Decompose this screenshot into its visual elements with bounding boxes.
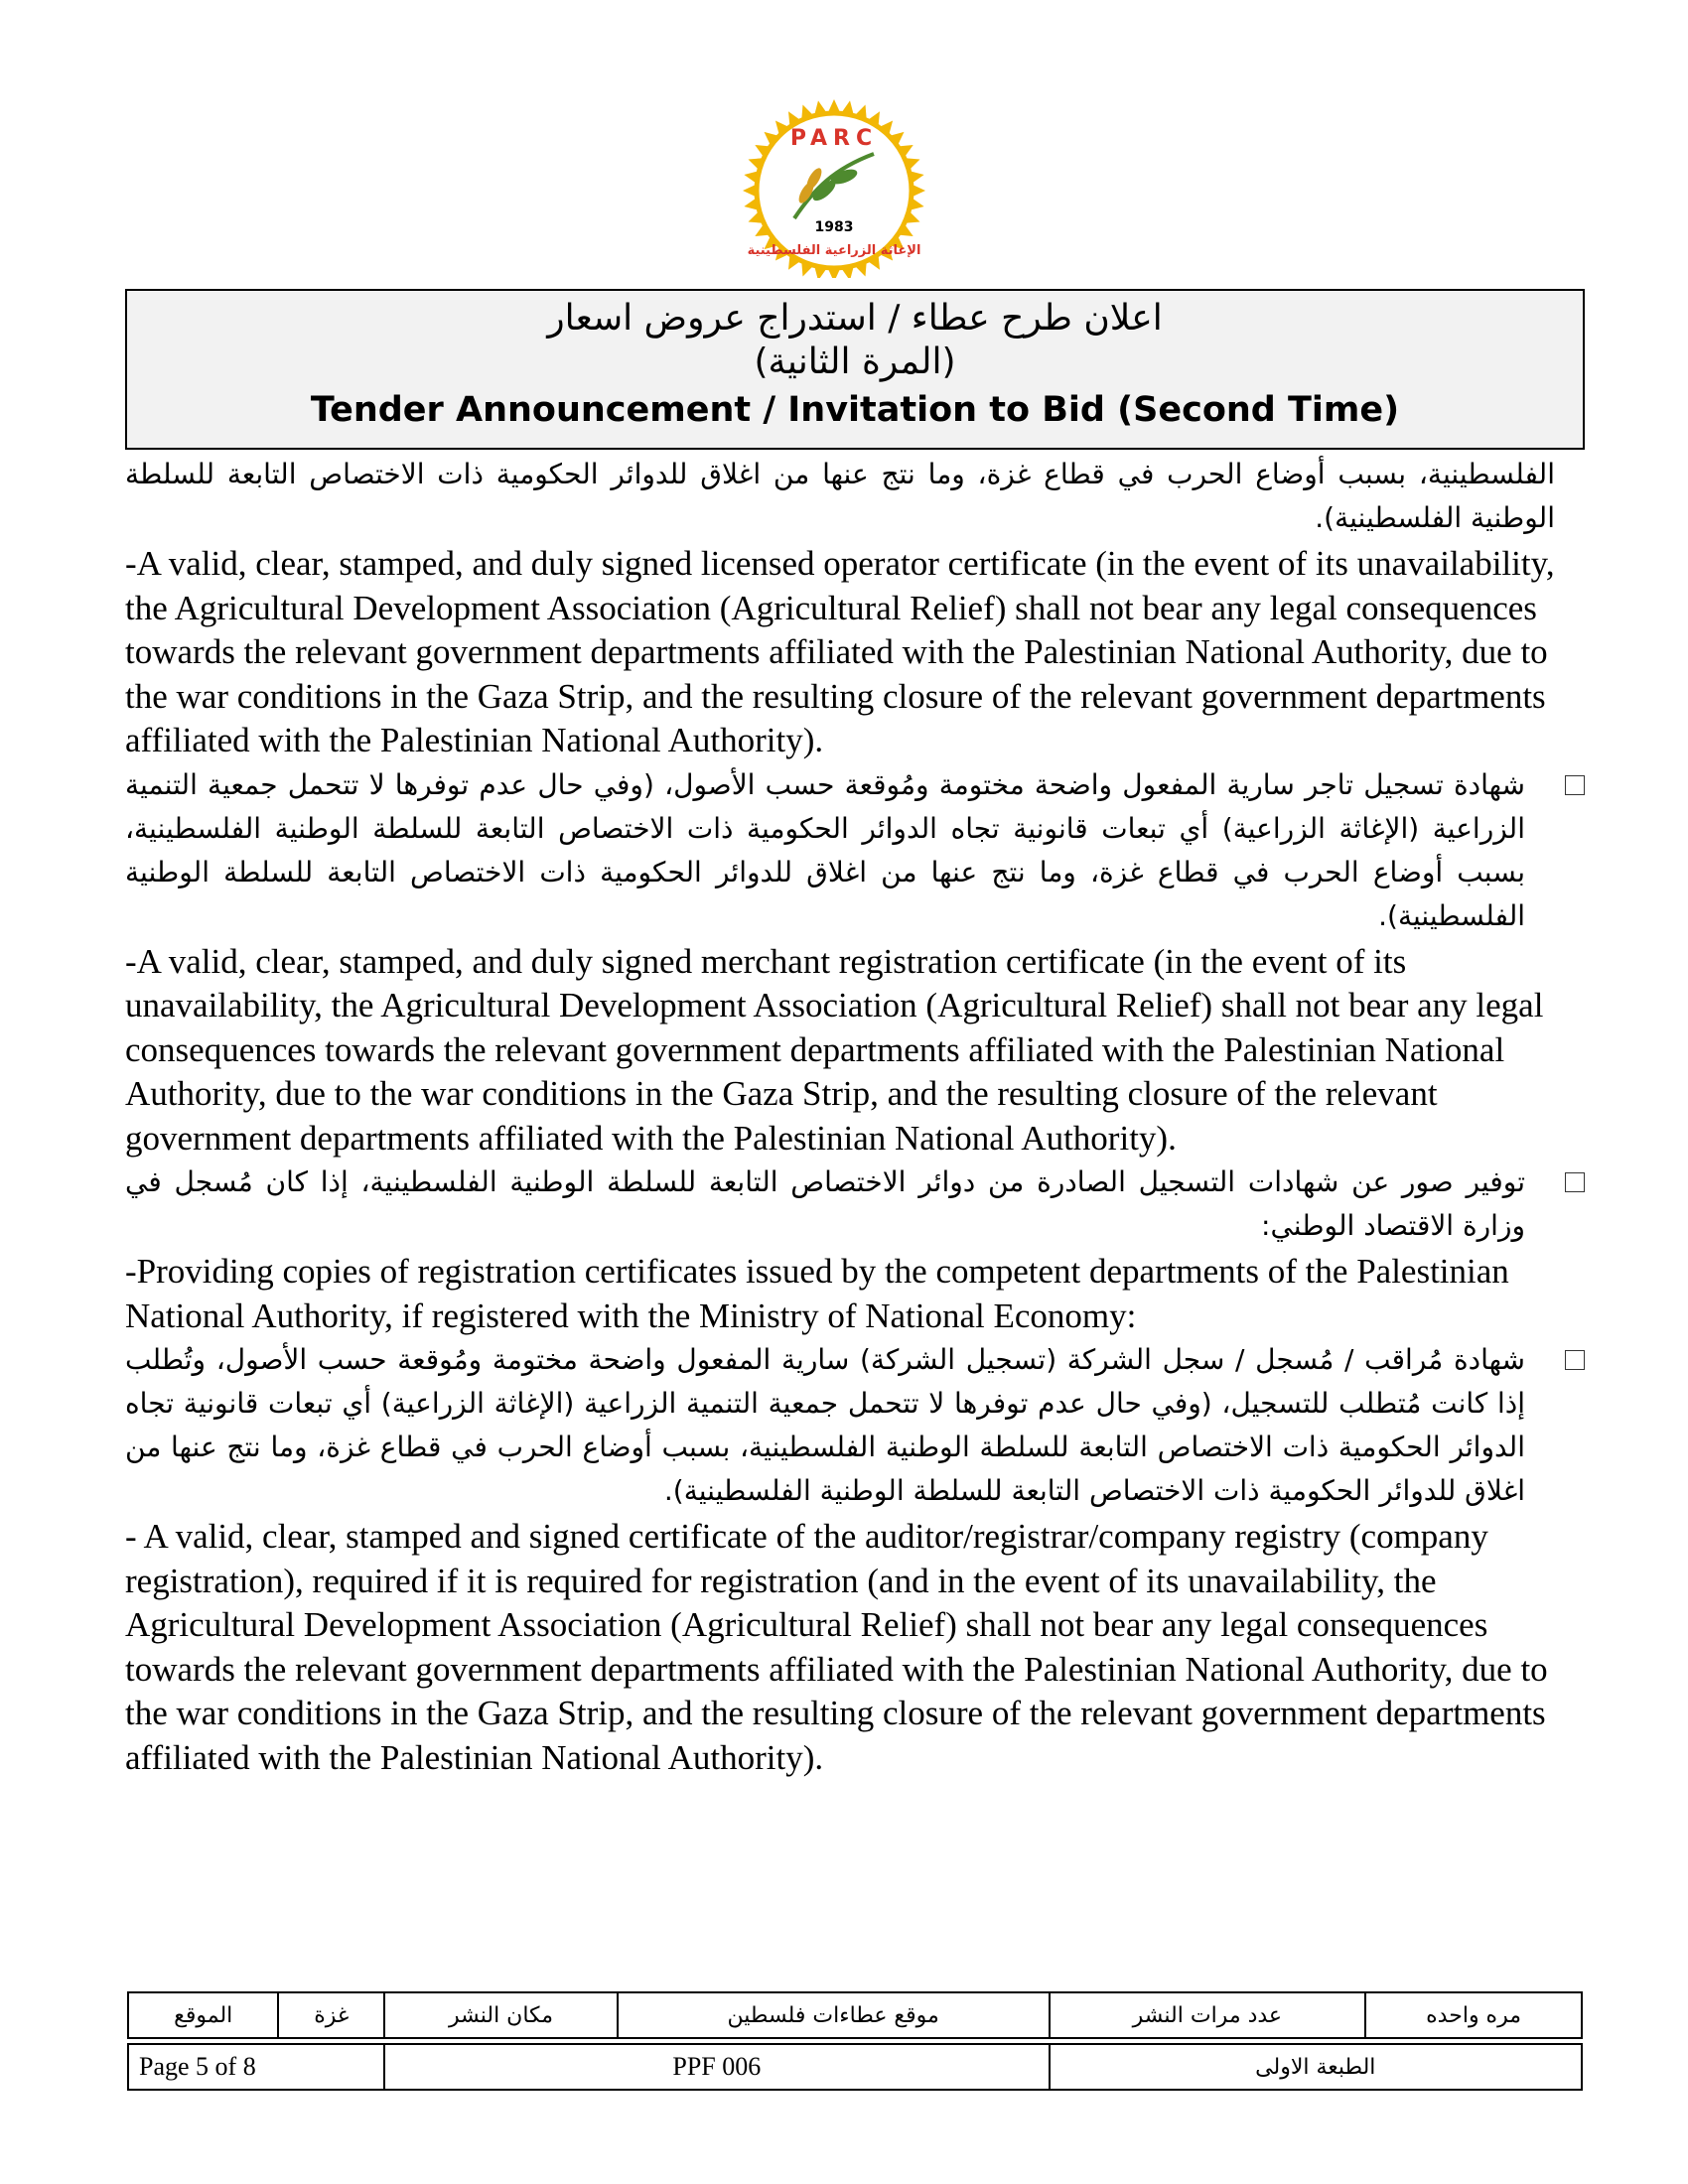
footer-publication-row xyxy=(128,1992,1582,2038)
sun-ray xyxy=(828,270,839,278)
footer-cell-location-value: غزة xyxy=(278,1992,384,2038)
edition-label: الطبعة الاولى xyxy=(1050,2044,1582,2090)
item-2-arabic xyxy=(125,763,1585,938)
item-2-arabic-text: شهادة تسجيل تاجر سارية المفعول واضحة مختومة ومُوقعة حسب الأصول، (وفي حال عدم توفرها لا تتحمل جمعية التنمية الزراعية (الإغاثة الزراعية) أي تبعات قانونية تجاه الدوائر الحكومية ذات الاختصاص التابعة للسلطة الوطنية الفلسطينية، بسبب أوضاع الحرب في قطاع غزة، وما نتج عنها من اغلاق للدوائر الحكومية ذات الاختصاص التابعة للسلطة الوطنية الفلسطينية). xyxy=(125,767,1525,932)
subtitle-arabic: (المرة الثانية) xyxy=(754,341,956,382)
footer-page-row xyxy=(128,2044,1582,2090)
item-4-arabic-text: شهادة مُراقب / مُسجل / سجل الشركة (تسجيل الشركة) سارية المفعول واضحة مختومة ومُوقعة حسب الأصول، وتُطلب إذا كانت مُتطلب للتسجيل، (وفي حال عدم توفرها لا تتحمل جمعية التنمية الزراعية (الإغاثة الزراعية) أي تبعات قانونية تجاه الدوائر الحكومية ذات الاختصاص التابعة للسلطة الوطنية الفلسطينية، بسبب أوضاع الحرب في قطاع غزة، وما نتج عنها من اغلاق للدوائر الحكومية ذات الاختصاص التابعة للسلطة الوطنية الفلسطينية). xyxy=(125,1343,1525,1507)
footer-cell-publish-place-value: موقع عطاءات فلسطين xyxy=(618,1992,1050,2038)
logo-year: 1983 xyxy=(814,219,854,235)
title-arabic: اعلان طرح عطاء / استدراج عروض اسعار xyxy=(547,298,1163,339)
item-3-english: -Providing copies of registration certificates issued by the competent departments of the Palestinian National Authority, if registered with the Ministry of National Economy: xyxy=(125,1252,1509,1335)
checkbox-icon xyxy=(1565,1172,1585,1192)
logo-acronym: PARC xyxy=(789,126,879,151)
item-1-english: -A valid, clear, stamped, and duly signed licensed operator certificate (in the event of its unavailability, the Agricultural Development Association (Agricultural Relief) shall not bear any legal consequences towards the relevant government departments affiliated with the Palestinian National Authority, due to the war conditions in the Gaza Strip, and the resulting closure of the relevant government departments affiliated with the Palestinian National Authority). xyxy=(125,544,1555,759)
logo-arabic-name: الإغاثة الزراعية الفلسطينية xyxy=(747,243,921,258)
checkbox-icon xyxy=(1565,1350,1585,1370)
item-4-arabic xyxy=(125,1338,1585,1513)
item-2-english: -A valid, clear, stamped, and duly signed merchant registration certificate (in the event of its unavailability, the Agricultural Development Association (Agricultural Relief) shall not bear any legal consequences towards the relevant government departments affiliated with the Palestinian National Authority, due to the war conditions in the Gaza Strip, and the resulting closure of the relevant government departments affiliated with the Palestinian National Authority). xyxy=(125,941,1544,1158)
checkbox-icon xyxy=(1565,775,1585,795)
footer-cell-publish-place-label: مكان النشر xyxy=(384,1992,618,2038)
document-body xyxy=(125,453,1585,1780)
sun-ray xyxy=(828,99,839,111)
footer-table xyxy=(127,1991,1583,2091)
parc-logo xyxy=(675,99,993,278)
footer-cell-location-label: الموقع xyxy=(128,1992,278,2038)
form-code: PPF 006 xyxy=(384,2044,1049,2090)
sun-emblem-icon xyxy=(675,99,993,278)
footer-cell-publish-count-label: عدد مرات النشر xyxy=(1050,1992,1366,2038)
footer-cell-publish-count-value: مره واحده xyxy=(1365,1992,1582,2038)
sun-ray xyxy=(914,185,925,196)
page-number: Page 5 of 8 xyxy=(128,2044,384,2090)
title-box xyxy=(125,289,1585,450)
item-3-arabic-text: توفير صور عن شهادات التسجيل الصادرة من دوائر الاختصاص التابعة للسلطة الوطنية الفلسطينية، إذا كان مُسجل في وزارة الاقتصاد الوطني: xyxy=(125,1165,1525,1242)
item-3-arabic xyxy=(125,1160,1585,1248)
item-1-arabic-continuation: الفلسطينية، بسبب أوضاع الحرب في قطاع غزة، وما نتج عنها من اغلاق للدوائر الحكومية ذات الاختصاص التابعة للسلطة الوطنية الفلسطينية). xyxy=(125,458,1555,534)
sun-ray xyxy=(743,185,755,196)
title-english: Tender Announcement / Invitation to Bid (Second Time) xyxy=(310,390,1400,430)
item-4-english: - A valid, clear, stamped and signed certificate of the auditor/registrar/company registry (company registration), required if it is required for registration (and in the event of its unavailability, the Agricultural Development Association (Agricultural Relief) shall not bear any legal consequences towards the relevant government departments affiliated with the Palestinian National Authority, due to the war conditions in the Gaza Strip, and the resulting closure of the relevant government departments affiliated with the Palestinian National Authority). xyxy=(125,1517,1548,1777)
